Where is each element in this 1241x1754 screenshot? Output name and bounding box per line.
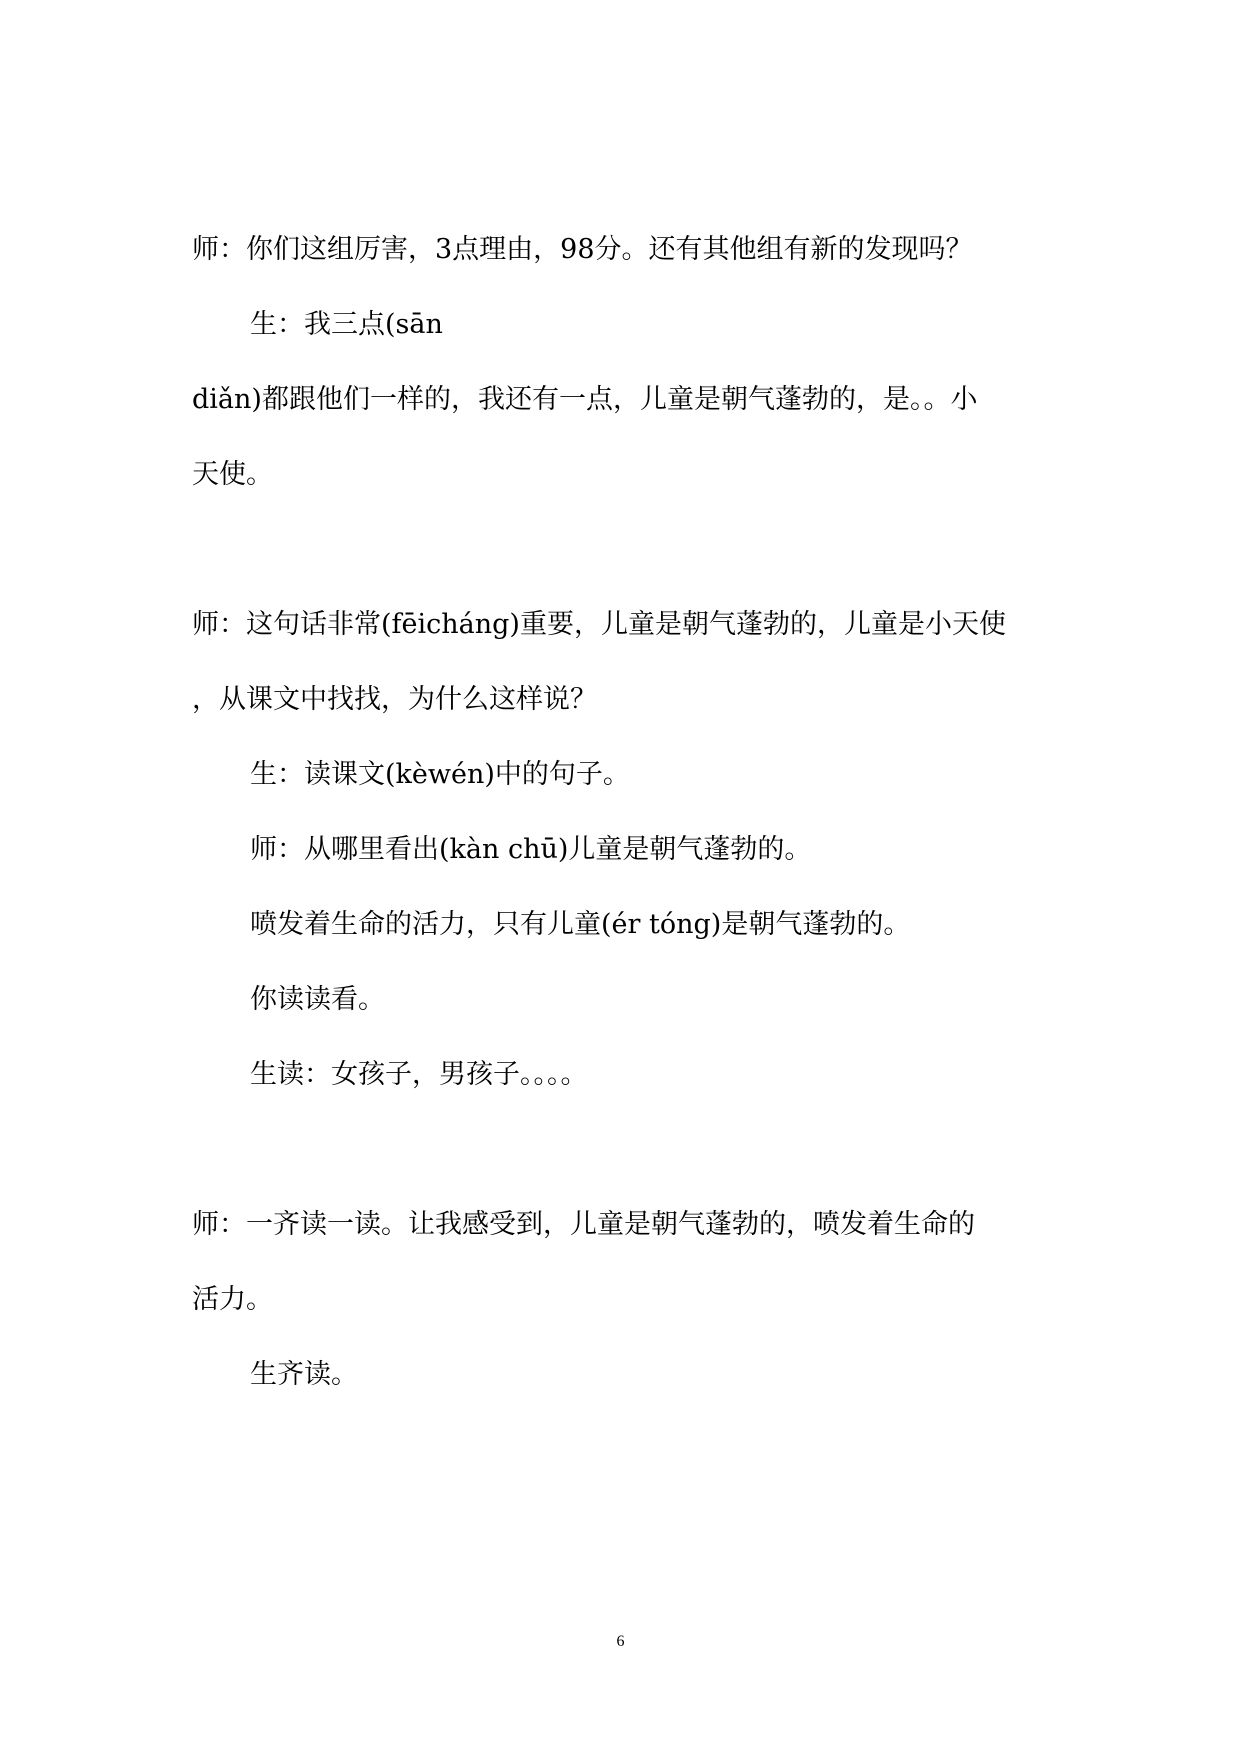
- text-line: 生：我三点(sān: [250, 309, 443, 340]
- text-line: 师：一齐读一读。让我感受到，儿童是朝气蓬勃的，喷发着生命的: [192, 1209, 975, 1240]
- page-number: 6: [616, 1633, 625, 1650]
- text-line: 师：你们这组厉害，3点理由，98分。还有其他组有新的发现吗？: [192, 234, 973, 265]
- text-line: 生读：女孩子，男孩子。。。。: [250, 1059, 588, 1090]
- text-line: ，从课文中找找，为什么这样说？: [192, 684, 597, 715]
- text-line: 生齐读。: [250, 1359, 358, 1390]
- text-line: 师：从哪里看出(kàn chū)儿童是朝气蓬勃的。: [250, 834, 812, 865]
- text-line: 活力。: [192, 1284, 273, 1315]
- text-line: 师：这句话非常(fēicháng)重要，儿童是朝气蓬勃的，儿童是小天使: [192, 609, 1006, 640]
- text-line: 生：读课文(kèwén)中的句子。: [250, 759, 630, 790]
- text-line: 喷发着生命的活力，只有儿童(ér tóng)是朝气蓬勃的。: [250, 909, 911, 940]
- text-line: 你读读看。: [250, 984, 385, 1015]
- text-line: diǎn)都跟他们一样的，我还有一点，儿童是朝气蓬勃的，是。。小: [192, 384, 978, 415]
- text-line: 天使。: [192, 459, 273, 490]
